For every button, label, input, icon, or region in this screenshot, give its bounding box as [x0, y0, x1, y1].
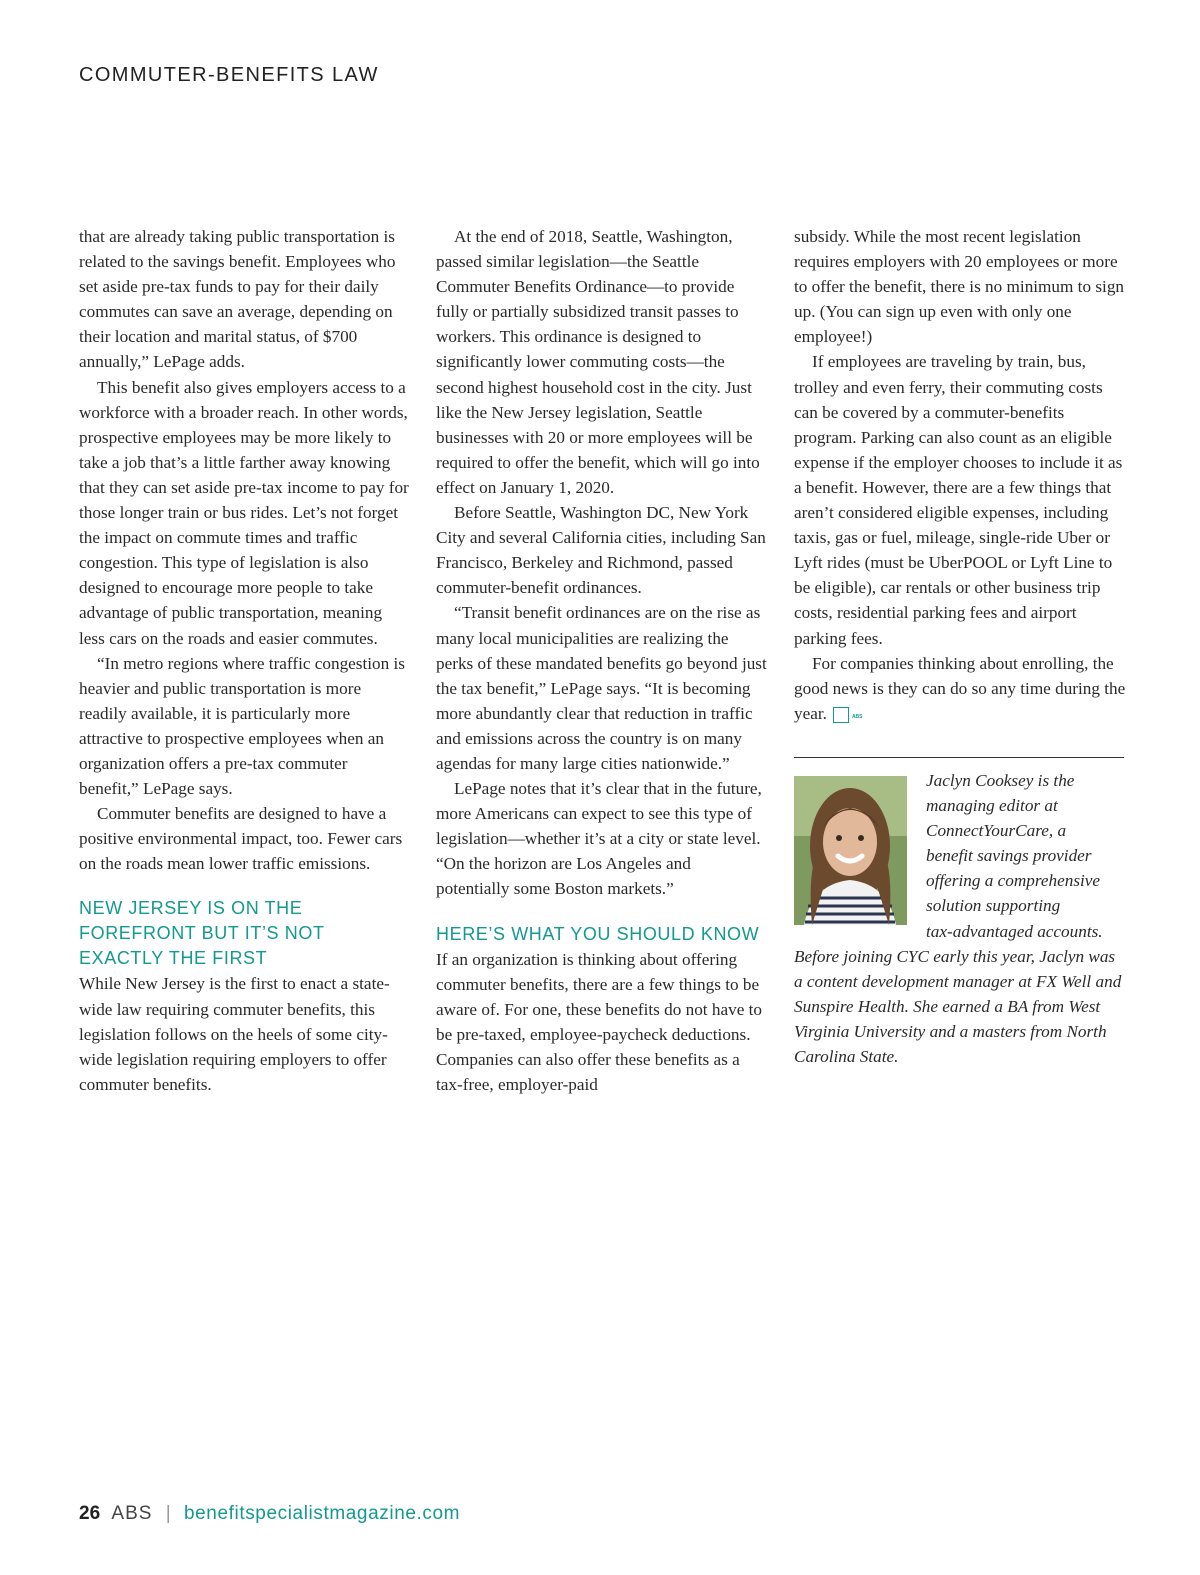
article-column-2 — [436, 224, 768, 1097]
bio-line: offering a comprehensive — [926, 871, 1101, 891]
subhead-what-you-should-know: HERE’S WHAT YOU SHOULD KNOW — [436, 923, 760, 944]
bio-divider — [794, 757, 1124, 758]
website-link[interactable]: benefitspecialistmagazine.com — [183, 1503, 461, 1524]
article-column-1 — [79, 224, 411, 1097]
bio-line: tax-advantaged accounts. — [926, 921, 1103, 941]
paragraph: “In metro regions where traffic congestion is heavier and public transportation is more readily available, it is particularly more attractive to prospective employees when an organization offers a pre-tax commuter benefit,” LePage says. — [79, 653, 405, 799]
paragraph: Before Seattle, Washington DC, New York City and several California cities, including San Francisco, Berkeley and Richmond, passed commuter-benefit ordinances. — [436, 503, 766, 598]
author-bio — [794, 768, 1126, 1069]
paragraph: subsidy. While the most recent legislation requires employers with 20 employees or more to offer the benefit, there is no minimum to sign up. (You can sign up even with only one employee!) — [794, 227, 1125, 347]
section-label: COMMUTER-BENEFITS LAW — [79, 64, 379, 86]
paragraph: If an organization is thinking about offering commuter benefits, there are a few things to be aware of. For one, these benefits do not have to be pre-taxed, employee-paycheck deductions. Companies can also offer these benefits as a tax-free, employer-paid — [436, 949, 762, 1094]
subhead-new-jersey: NEW JERSEY IS ON THE FOREFRONT BUT IT’S NOT EXACTLY THE FIRST — [79, 898, 325, 969]
paragraph: LePage notes that it’s clear that in the future, more Americans can expect to see this type of legislation—whether it’s at a city or state level. “On the horizon are Los Angeles and potentially some Boston markets.” — [436, 779, 762, 899]
end-mark-letters: ABS — [851, 713, 863, 720]
page-footer — [79, 1503, 460, 1525]
paragraph-text: For companies thinking about enrolling, the good news is they can do so any time during the year. — [794, 653, 1126, 723]
footer-separator: | — [165, 1503, 171, 1524]
paragraph: Commuter benefits are designed to have a positive environmental impact, too. Fewer cars on the roads mean lower traffic emissions. — [79, 804, 403, 874]
bio-line: ConnectYourCare, a — [926, 821, 1067, 841]
bio-line: benefit savings provider — [926, 846, 1092, 866]
paragraph: At the end of 2018, Seattle, Washington, passed similar legislation—the Seattle Commuter Benefits Ordinance—to provide fully or partially subsidized transit passes to workers. This ordinance is designed to significantly lower commuting costs—the second highest household cost in the city. Just like the New Jersey legislation, Seattle businesses with 20 or more employees will be required to offer the benefit, which will go into effect on January 1, 2020. — [436, 227, 760, 497]
paragraph: that are already taking public transportation is related to the savings benefit. Employees who set aside pre-tax funds to pay for their daily commutes can save an average, depending on their location and marital status, of $700 annually,” LePage adds. — [79, 227, 396, 372]
end-of-article-icon — [833, 707, 863, 723]
bio-continued: Before joining CYC early this year, Jaclyn was a content development manager at FX Well and Sunspire Health. She earned a BA from West Virginia University and a masters from North Carolina State. — [794, 946, 1122, 1067]
paragraph: If employees are traveling by train, bus, trolley and even ferry, their commuting costs can be covered by a commuter-benefits program. Parking can also count as an eligible expense if the employer chooses to include it as a benefit. However, there are a few things that aren’t considered eligible expenses, including taxis, gas or fuel, mileage, single-ride Uber or Lyft rides (must be UberPOOL or Lyft Line to be eligible), car rentals or other business trip costs, residential parking fees and airport parking fees. — [794, 352, 1123, 648]
bio-line: solution supporting — [926, 896, 1061, 916]
bio-line: managing editor at — [926, 796, 1058, 816]
paragraph — [794, 651, 1126, 726]
paragraph: While New Jersey is the first to enact a state-wide law requiring commuter benefits, this legislation follows on the heels of some city-wide legislation requiring employers to offer commuter benefits. — [79, 974, 390, 1094]
bio-line: Jaclyn Cooksey is the — [926, 771, 1075, 790]
article-column-3 — [794, 224, 1126, 726]
page-number: 26 — [79, 1503, 101, 1524]
paragraph: “Transit benefit ordinances are on the rise as many local municipalities are realizing the perks of these mandated benefits go beyond just the tax benefit,” LePage says. “It is becoming more abundantly clear that reduction in traffic and emissions across the country is on many agendas for many large cities nationwide.” — [436, 603, 767, 773]
paragraph: This benefit also gives employers access to a workforce with a broader reach. In other words, prospective employees may be more likely to take a job that’s a little farther away knowing that they can set aside pre-tax income to pay for those longer train or bus rides. Let’s not forget the impact on commute times and traffic congestion. This type of legislation is also designed to encourage more people to take advantage of public transportation, meaning less cars on the roads and easier commutes. — [79, 377, 409, 648]
publication-name: ABS — [111, 1503, 153, 1524]
